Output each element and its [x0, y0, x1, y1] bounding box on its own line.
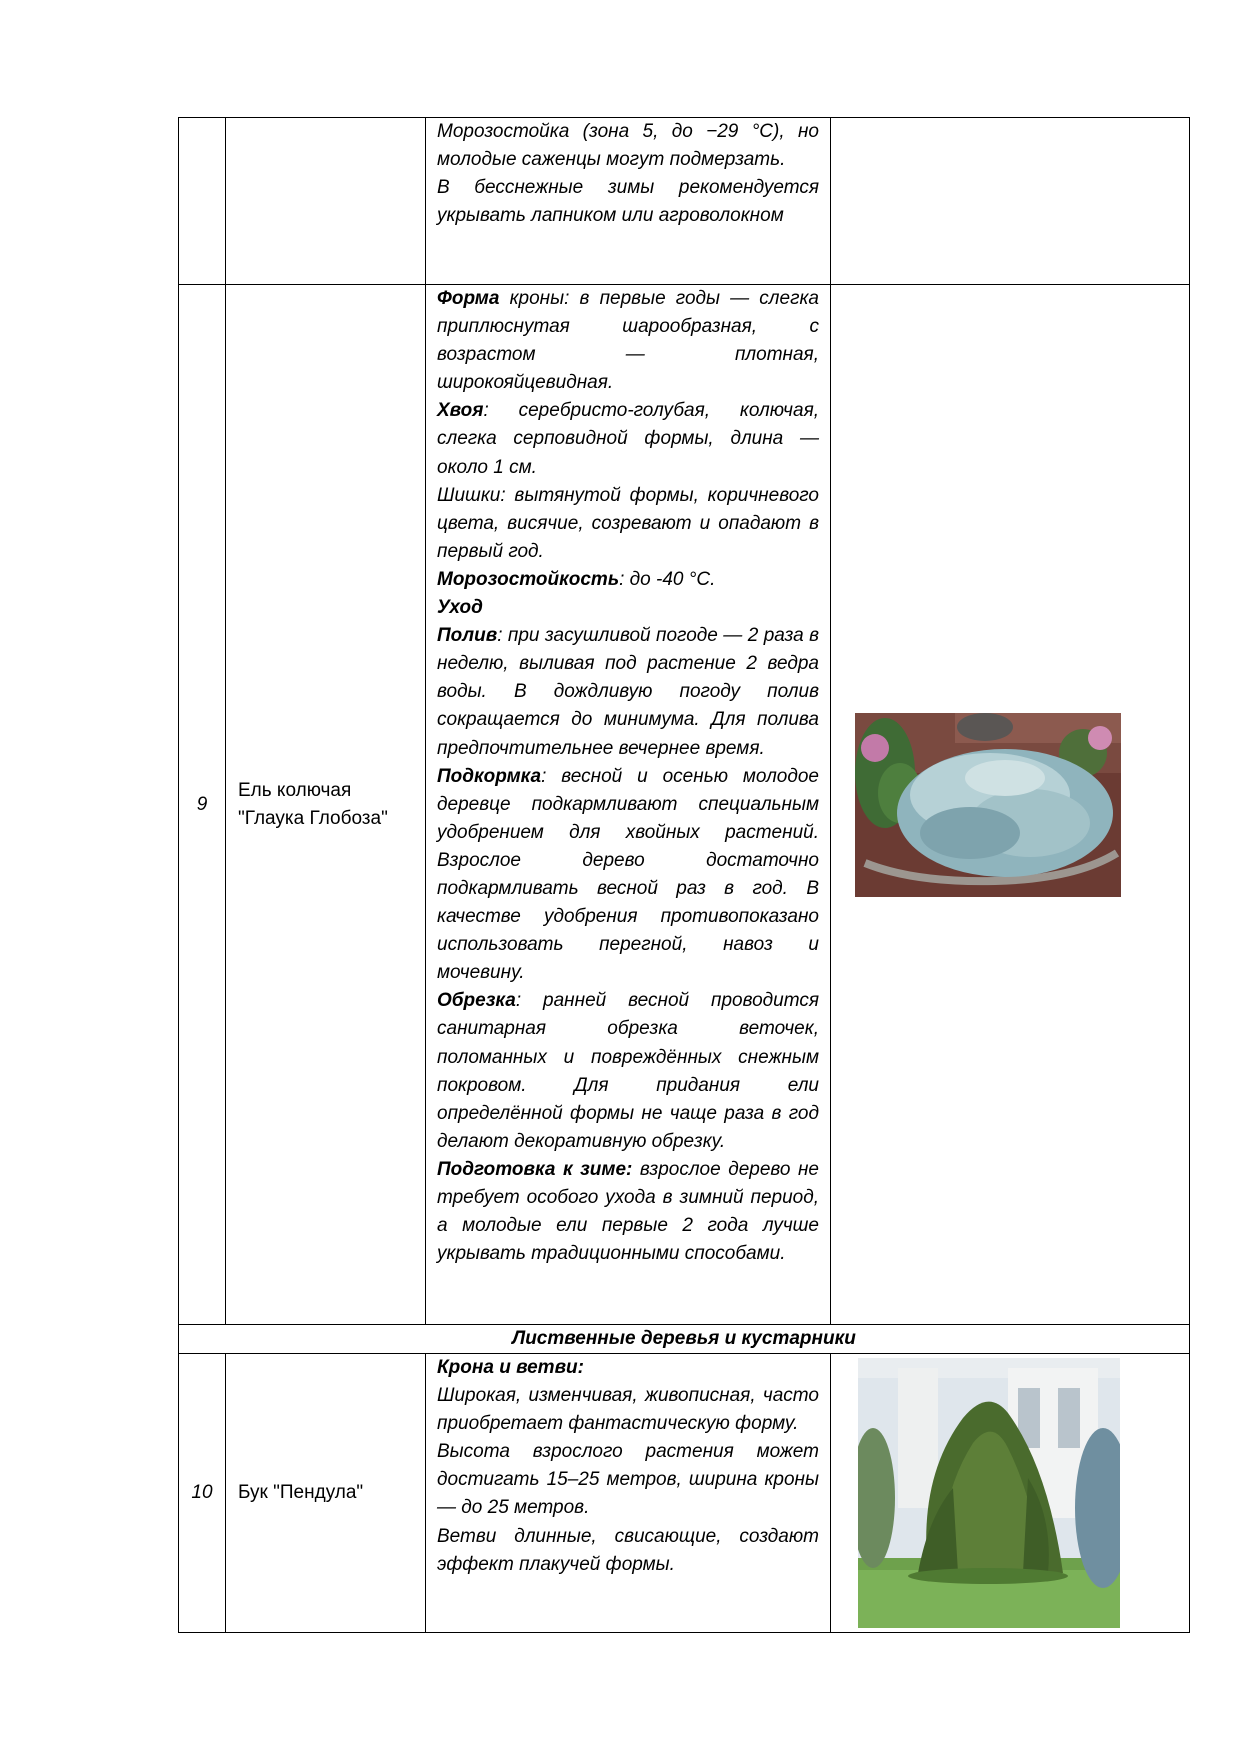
row-number: 10: [179, 1354, 226, 1633]
description-paragraph: [437, 397, 819, 481]
description-term: Полив: [437, 625, 498, 647]
table-row: [179, 285, 1190, 1325]
beech-photo: [858, 1358, 1120, 1628]
plant-description: [426, 1354, 831, 1633]
description-term: Обрезка: [437, 990, 516, 1012]
row-number: [179, 118, 226, 285]
description-term: Подкормка: [437, 765, 542, 787]
description-term: Хвоя: [437, 400, 484, 422]
plant-name: [226, 118, 426, 285]
plant-description: [426, 118, 831, 285]
description-paragraph: [437, 1438, 819, 1522]
plant-name: [226, 1354, 426, 1633]
row-number: 9: [179, 285, 226, 1325]
plant-table: [178, 117, 1190, 1633]
description-text: взрослое дерево не требует особого ухода в зимний период, а молодые ели первые 2 года лучше укрывать традиционными способами.: [437, 1158, 819, 1265]
description-text: Ветви длинные, свисающие, создают эффект плакучей формы.: [437, 1525, 819, 1575]
description-text: : весной и осенью молодое деревце подкармливают специальным удобрением для хвойных растений. Взрослое дерево достаточно подкармливать весной раз в год. В качестве удобрения противопоказано использовать перегной, навоз и мочевину.: [437, 765, 819, 984]
description-paragraph: [437, 118, 819, 174]
description-paragraph: [437, 174, 819, 230]
description-paragraph: [437, 482, 819, 566]
section-heading: Лиственные деревья и кустарники: [179, 1325, 1190, 1354]
description-paragraph: [437, 285, 819, 397]
description-term: Крона и ветви:: [437, 1357, 584, 1378]
spruce-photo: [855, 713, 1121, 897]
description-text: : серебристо-голубая, колючая, слегка серповидной формы, длина — около 1 см.: [437, 400, 819, 478]
description-paragraph: [437, 566, 819, 594]
description-text: : ранней весной проводится санитарная обрезка веточек, поломанных и повреждённых снежным покровом. Для придания ели определённой формы не чаще раза в год делают декоративную обрезку.: [437, 990, 819, 1152]
description-text: Шишки: вытянутой формы, коричневого цвета, висячие, созревают и опадают в первый год.: [437, 484, 819, 562]
plant-name-line: Ель колючая: [238, 779, 352, 801]
description-term: Уход: [437, 597, 483, 619]
description-paragraph: [437, 1156, 819, 1268]
plant-name: [226, 285, 426, 1325]
photo-cell: [831, 1354, 1190, 1633]
description-text: В бесснежные зимы рекомендуется укрывать лапником или агроволокном: [437, 177, 819, 227]
description-term: Подготовка к зиме:: [437, 1158, 633, 1180]
plant-name-line: Бук "Пендула": [238, 1482, 364, 1503]
photo-cell: [831, 285, 1190, 1325]
photo-cell: [831, 118, 1190, 285]
description-paragraph: [437, 1382, 819, 1438]
plant-description: [426, 285, 831, 1325]
description-paragraph: [437, 594, 819, 622]
description-text: кроны: в первые годы — слегка приплюснутая шарообразная, с возрастом — плотная, широкояйцевидная.: [437, 288, 819, 394]
description-paragraph: [437, 987, 819, 1156]
description-paragraph: [437, 1354, 819, 1382]
description-text: Высота взрослого растения может достигать 15–25 метров, ширина кроны — до 25 метров.: [437, 1441, 819, 1519]
description-text: Широкая, изменчивая, живописная, часто приобретает фантастическую форму.: [437, 1385, 819, 1435]
description-paragraph: [437, 1523, 819, 1579]
description-text: : до -40 °С.: [619, 568, 716, 590]
description-text: Морозостойка (зона 5, до −29 °С), но молодые саженцы могут подмерзать.: [437, 121, 819, 171]
description-term: Морозостойкость: [437, 568, 620, 590]
plant-name-line: "Глаука Глобоза": [238, 807, 388, 829]
table-row: [179, 1354, 1190, 1633]
table-row: [179, 118, 1190, 285]
description-term: Форма: [437, 288, 500, 309]
description-text: : при засушливой погоде — 2 раза в неделю, выливая под растение 2 ведра воды. В дождливую погоду полив сокращается до минимума. Для полива предпочтительнее вечернее время.: [437, 625, 819, 759]
table-row: [179, 1325, 1190, 1354]
description-paragraph: [437, 763, 819, 988]
description-paragraph: [437, 622, 819, 762]
